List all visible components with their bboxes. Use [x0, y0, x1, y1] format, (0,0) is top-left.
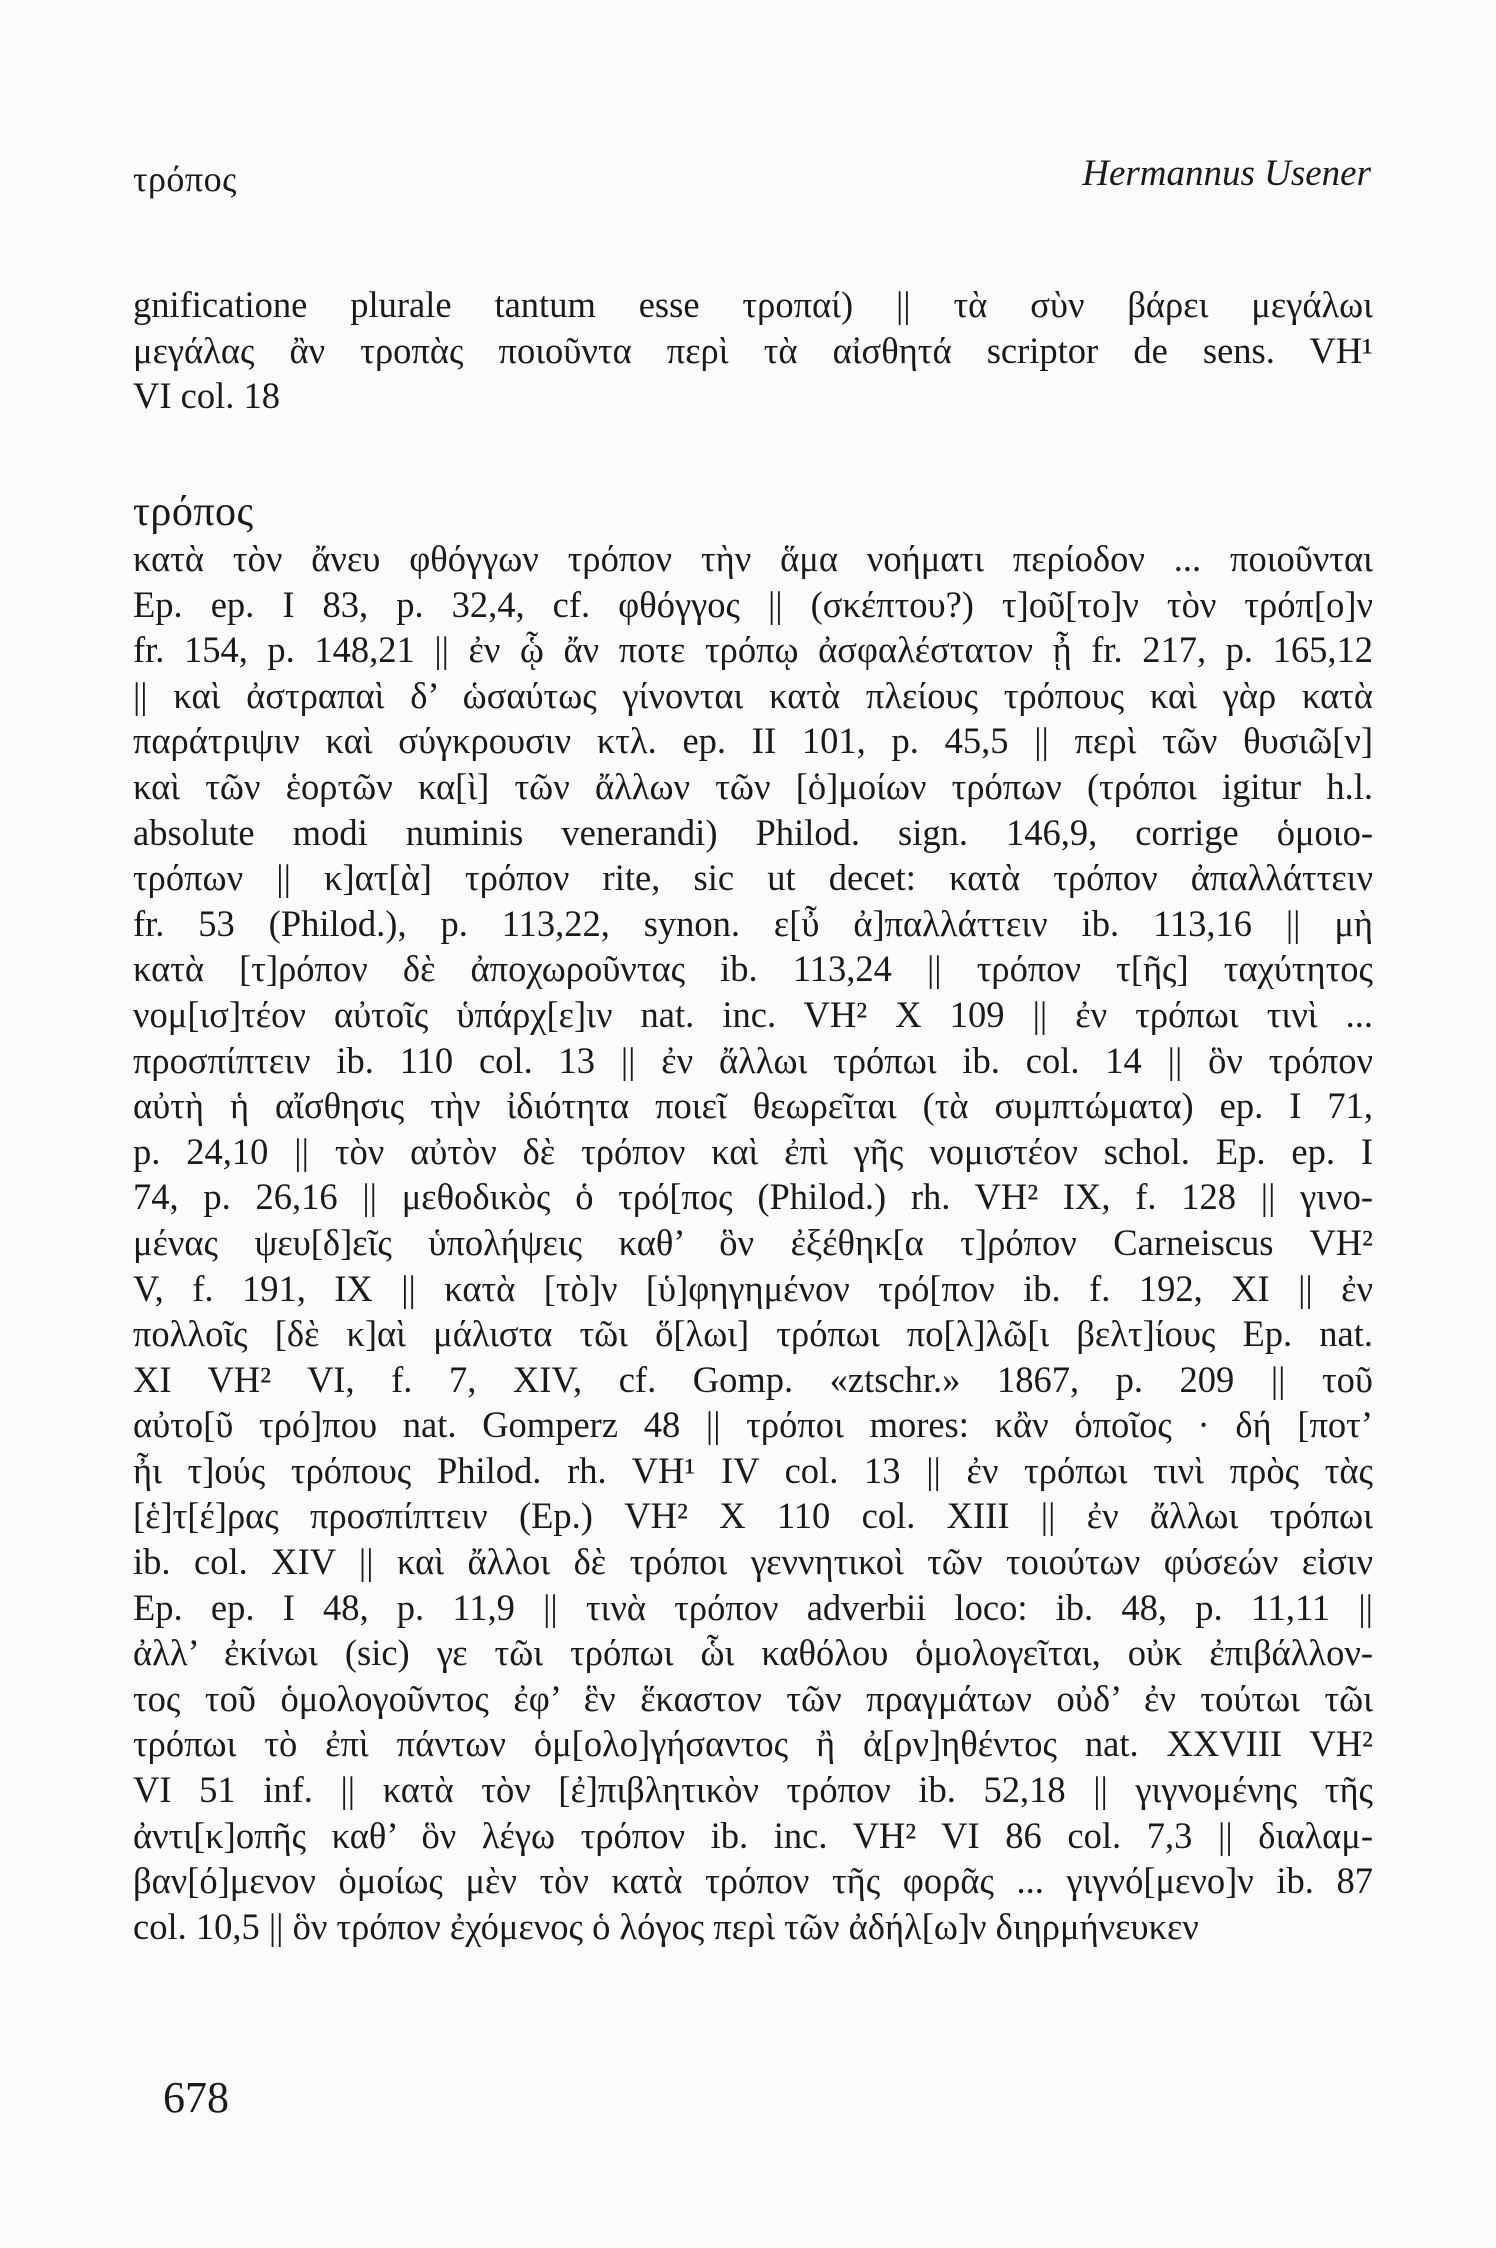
- text-line-content: αὐτο[ῦ τρό]που nat. Gomperz 48 || τρόποι mores: κἂν ὁποῖος · δή [ποτ’: [133, 1404, 1373, 1446]
- text-line-content: μεγάλας ἂν τροπὰς ποιοῦντα περὶ τὰ αἰσθητά scriptor de sens. VH¹: [133, 329, 1373, 371]
- text-line-content: || καὶ ἀστραπαὶ δ’ ὡσαύτως γίνονται κατὰ πλείους τρόπους καὶ γὰρ κατὰ: [133, 674, 1373, 716]
- text-line-content: XI VH² VI, f. 7, XIV, cf. Gomp. «ztschr.» 1867, p. 209 || τοῦ: [133, 1358, 1373, 1400]
- text-line: [133, 1539, 1373, 1585]
- text-line: [133, 1676, 1373, 1722]
- text-line: [133, 1904, 1373, 1950]
- text-line-content: fr. 154, p. 148,21 || ἐν ᾧ ἄν ποτε τρόπῳ ἀσφαλέστατον ᾖ fr. 217, p. 165,12: [133, 629, 1373, 671]
- page-number: 678: [163, 2073, 229, 2122]
- text-line: [133, 1357, 1373, 1403]
- text-line-content: νομ[ισ]τέον αὐτοῖς ὑπάρχ[ε]ιν nat. inc. VH² X 109 || ἐν τρόπωι τινὶ ...: [133, 993, 1373, 1035]
- text-line-content: ἦι τ]ούς τρόπους Philod. rh. VH¹ IV col. 13 || ἐν τρόπωι τινὶ πρὸς τὰς: [133, 1449, 1373, 1491]
- text-line: [133, 1585, 1373, 1631]
- text-line-content: ἀλλ’ ἐκίνωι (sic) γε τῶι τρόπωι ὧι καθόλου ὁμολογεῖται, οὐκ ἐπιβάλλον-: [133, 1632, 1373, 1674]
- text-line-content: col. 10,5 || ὃν τρόπον ἐχόμενος ὁ λόγος περὶ τῶν ἀδήλ[ω]ν διηρμήνευκεν: [133, 1905, 1199, 1947]
- text-line: [133, 764, 1373, 810]
- text-line: [133, 1174, 1373, 1220]
- text-line: [133, 328, 1373, 374]
- text-line-content: αὐτὴ ἡ αἴσθησις τὴν ἰδιότητα ποιεῖ θεωρεῖται (τὰ συμπτώματα) ep. I 71,: [133, 1085, 1373, 1127]
- text-line-content: τρόπωι τὸ ἐπὶ πάντων ὁμ[ολο]γήσαντος ἢ ἀ[ρν]ηθέντος nat. XXVIII VH²: [133, 1723, 1373, 1765]
- text-line: [133, 1129, 1373, 1175]
- text-line: [133, 1402, 1373, 1448]
- text-line: [133, 1083, 1373, 1129]
- text-line-content: Ep. ep. I 48, p. 11,9 || τινὰ τρόπον adverbii loco: ib. 48, p. 11,11 ||: [133, 1586, 1373, 1628]
- text-line: [133, 718, 1373, 764]
- text-line-content: τος τοῦ ὁμολογοῦντος ἐφ’ ἓν ἕκαστον τῶν πραγμάτων οὐδ’ ἐν τούτωι τῶι: [133, 1677, 1373, 1719]
- text-line: [133, 901, 1373, 947]
- text-line-content: ib. col. XIV || καὶ ἄλλοι δὲ τρόποι γεννητικοὶ τῶν τοιούτων φύσεών εἰσιν: [133, 1541, 1373, 1583]
- text-line-content: Ep. ep. I 83, p. 32,4, cf. φθόγγος || (σκέπτου?) τ]οῦ[το]ν τὸν τρόπ[ο]ν: [133, 583, 1373, 625]
- text-line: [133, 810, 1373, 856]
- text-line: [133, 1721, 1373, 1767]
- text-line: [133, 582, 1373, 628]
- text-line: [133, 282, 1373, 328]
- text-line-content: τρόπων || κ]ατ[ὰ] τρόπον rite, sic ut decet: κατὰ τρόπον ἀπαλλάττειν: [133, 857, 1373, 899]
- text-line-content: [ἑ]τ[έ]ρας προσπίπτειν (Ep.) VH² X 110 col. XIII || ἐν ἄλλωι τρόπωι: [133, 1495, 1373, 1537]
- text-line: [133, 673, 1373, 719]
- text-line-content: VI col. 18: [133, 375, 280, 417]
- text-line: [133, 373, 1373, 419]
- text-line-content: μένας ψευ[δ]εῖς ὑπολήψεις καθ’ ὃν ἐξέθηκ[α τ]ρόπον Carneiscus VH²: [133, 1221, 1373, 1263]
- text-line: [133, 855, 1373, 901]
- continuation-paragraph: [133, 282, 1373, 419]
- text-line: [133, 1448, 1373, 1494]
- text-line: [133, 1311, 1373, 1357]
- text-line: [133, 1220, 1373, 1266]
- text-line: [133, 1767, 1373, 1813]
- text-line: [133, 1630, 1373, 1676]
- running-head-author: Hermannus Usener: [1082, 153, 1371, 194]
- text-line: [133, 627, 1373, 673]
- text-line-content: κατὰ τὸν ἄνευ φθόγγων τρόπον τὴν ἅμα νοήματι περίοδον ... ποιοῦνται: [133, 538, 1373, 579]
- text-line: [133, 946, 1373, 992]
- text-line: [133, 1038, 1373, 1084]
- entry-body: [133, 536, 1373, 1949]
- text-line: [133, 1858, 1373, 1904]
- text-line-content: πολλοῖς [δὲ κ]αὶ μάλιστα τῶι ὅ[λωι] τρόπωι πο[λ]λῶ[ι βελτ]ίους Ep. nat.: [133, 1313, 1373, 1355]
- text-line-content: gnificatione plurale tantum esse τροπαί) || τὰ σὺν βάρει μεγάλωι: [133, 284, 1373, 325]
- text-line-content: 74, p. 26,16 || μεθοδικὸς ὁ τρό[πος (Philod.) rh. VH² IX, f. 128 || γινο-: [133, 1176, 1373, 1218]
- text-line-content: absolute modi numinis venerandi) Philod. sign. 146,9, corrige ὁμοιο-: [133, 811, 1373, 853]
- text-line: [133, 1493, 1373, 1539]
- text-line: [133, 536, 1373, 582]
- text-line-content: βαν[ό]μενον ὁμοίως μὲν τὸν κατὰ τρόπον τῆς φορᾶς ... γιγνό[μενο]ν ib. 87: [133, 1860, 1373, 1902]
- text-line-content: προσπίπτειν ib. 110 col. 13 || ἐν ἄλλωι τρόπωι ib. col. 14 || ὃν τρόπον: [133, 1039, 1373, 1081]
- running-head-lemma: τρόπος: [133, 159, 237, 199]
- text-line-content: VI 51 inf. || κατὰ τὸν [ἐ]πιβλητικὸν τρόπον ib. 52,18 || γιγνομένης τῆς: [133, 1769, 1373, 1811]
- text-line-content: καὶ τῶν ἑορτῶν κα[ὶ] τῶν ἄλλων τῶν [ὁ]μοίων τρόπων (τρόποι igitur h.l.: [133, 765, 1373, 807]
- text-line-content: κατὰ [τ]ρόπον δὲ ἀποχωροῦντας ib. 113,24 || τρόπον τ[ῆς] ταχύτητος: [133, 948, 1373, 990]
- text-line-content: fr. 53 (Philod.), p. 113,22, synon. ε[ὖ ἀ]παλλάττειν ib. 113,16 || μὴ: [133, 902, 1373, 944]
- text-line: [133, 1266, 1373, 1312]
- text-line-content: ἀντι[κ]οπῆς καθ’ ὃν λέγω τρόπον ib. inc. VH² VI 86 col. 7,3 || διαλαμ-: [133, 1814, 1373, 1856]
- text-line-content: παράτριψιν καὶ σύγκρουσιν κτλ. ep. II 101, p. 45,5 || περὶ τῶν θυσιῶ[ν]: [133, 720, 1373, 762]
- text-line: [133, 1813, 1373, 1859]
- entry-lemma-heading: τρόπος: [133, 489, 254, 535]
- text-line-content: V, f. 191, IX || κατὰ [τὸ]ν [ὑ]φηγημένον τρό[πον ib. f. 192, XI || ἐν: [133, 1267, 1373, 1309]
- text-line-content: p. 24,10 || τὸν αὐτὸν δὲ τρόπον καὶ ἐπὶ γῆς νομιστέον schol. Ep. ep. I: [133, 1130, 1373, 1172]
- text-line: [133, 992, 1373, 1038]
